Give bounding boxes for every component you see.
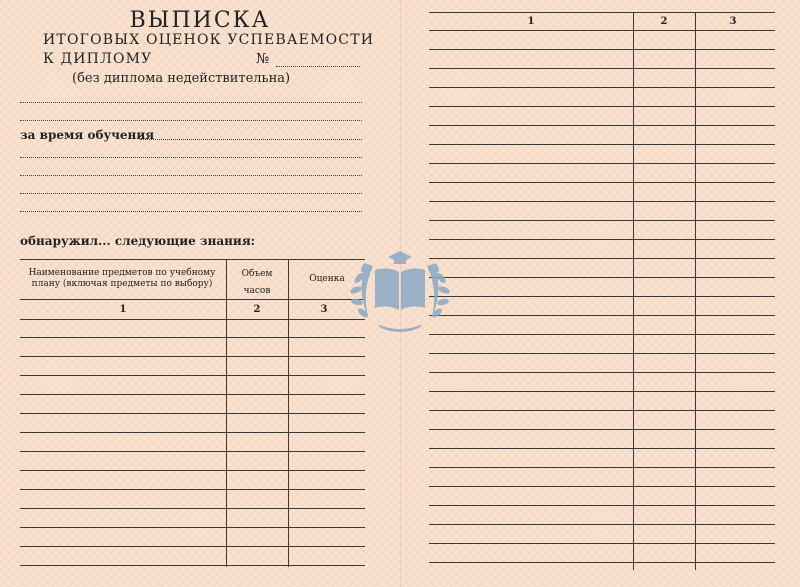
table-row-line — [429, 201, 775, 202]
table-header-border — [429, 30, 775, 31]
knowledge-label: обнаружил... следующие знания: — [20, 234, 256, 248]
name-line-2[interactable] — [20, 120, 362, 121]
table-row-line — [429, 372, 775, 373]
table-row-line — [429, 220, 775, 221]
table-row-line — [429, 410, 775, 411]
table-row-line — [429, 334, 775, 335]
table-row-line — [20, 319, 365, 320]
number-label: № — [256, 51, 270, 67]
table-column-divider — [695, 12, 696, 570]
table-row-line — [20, 413, 365, 414]
table-row-line — [429, 239, 775, 240]
table-row-line — [429, 163, 775, 164]
col-num-3: 3 — [320, 304, 328, 315]
header-hours: Объем часов — [241, 269, 273, 296]
table-row-line — [429, 144, 775, 145]
to-diploma-label: К ДИПЛОМУ — [43, 51, 153, 67]
table-top-border — [429, 12, 775, 13]
table-row-line — [20, 508, 365, 509]
institution-line-4[interactable] — [20, 211, 362, 212]
table-row-line — [20, 337, 365, 338]
right-col-num-2: 2 — [660, 16, 668, 27]
table-row-line — [20, 489, 365, 490]
table-row-line — [429, 182, 775, 183]
table-column-divider — [288, 259, 289, 567]
table-row-line — [20, 432, 365, 433]
table-header-border — [20, 299, 365, 300]
table-row-line — [20, 565, 365, 566]
table-row-line — [20, 546, 365, 547]
validity-note: (без диплома недействительна) — [72, 71, 291, 86]
table-top-border — [20, 259, 365, 260]
table-row-line — [20, 375, 365, 376]
table-row-line — [20, 356, 365, 357]
table-row-line — [429, 562, 775, 563]
table-row-line — [429, 68, 775, 69]
table-row-line — [20, 394, 365, 395]
table-row-line — [429, 505, 775, 506]
table-row-line — [429, 87, 775, 88]
table-row-line — [429, 524, 775, 525]
table-row-line — [20, 527, 365, 528]
table-row-line — [429, 353, 775, 354]
table-row-line — [429, 486, 775, 487]
table-column-divider — [226, 259, 227, 567]
study-period-field[interactable] — [140, 139, 362, 140]
table-row-line — [429, 106, 775, 107]
header-grade: Оценка — [309, 274, 345, 284]
table-row-line — [429, 429, 775, 430]
table-column-divider — [633, 12, 634, 570]
institution-line-3[interactable] — [20, 193, 362, 194]
table-row-line — [20, 451, 365, 452]
table-row-line — [429, 543, 775, 544]
table-row-line — [429, 277, 775, 278]
table-row-line — [429, 391, 775, 392]
right-col-num-1: 1 — [527, 16, 535, 27]
page-title: ВЫПИСКА — [129, 8, 271, 33]
study-period-label: за время обучения — [20, 128, 155, 142]
header-subject: Наименование предметов по учебному плану (включая предметы по выбору) — [28, 268, 216, 289]
right-col-num-3: 3 — [729, 16, 737, 27]
table-row-line — [429, 125, 775, 126]
name-line-1[interactable] — [20, 102, 362, 103]
table-row-line — [429, 258, 775, 259]
col-num-2: 2 — [253, 304, 261, 315]
table-row-line — [429, 467, 775, 468]
right-page — [400, 0, 800, 587]
subtitle: ИТОГОВЫХ ОЦЕНОК УСПЕВАЕМОСТИ — [43, 32, 375, 48]
table-row-line — [429, 49, 775, 50]
table-row-line — [20, 470, 365, 471]
institution-line-2[interactable] — [20, 175, 362, 176]
table-row-line — [429, 448, 775, 449]
table-row-line — [429, 315, 775, 316]
diploma-number-field[interactable] — [276, 66, 360, 67]
table-row-line — [429, 296, 775, 297]
institution-line-1[interactable] — [20, 157, 362, 158]
col-num-1: 1 — [119, 304, 127, 315]
education-emblem-icon — [347, 242, 453, 334]
